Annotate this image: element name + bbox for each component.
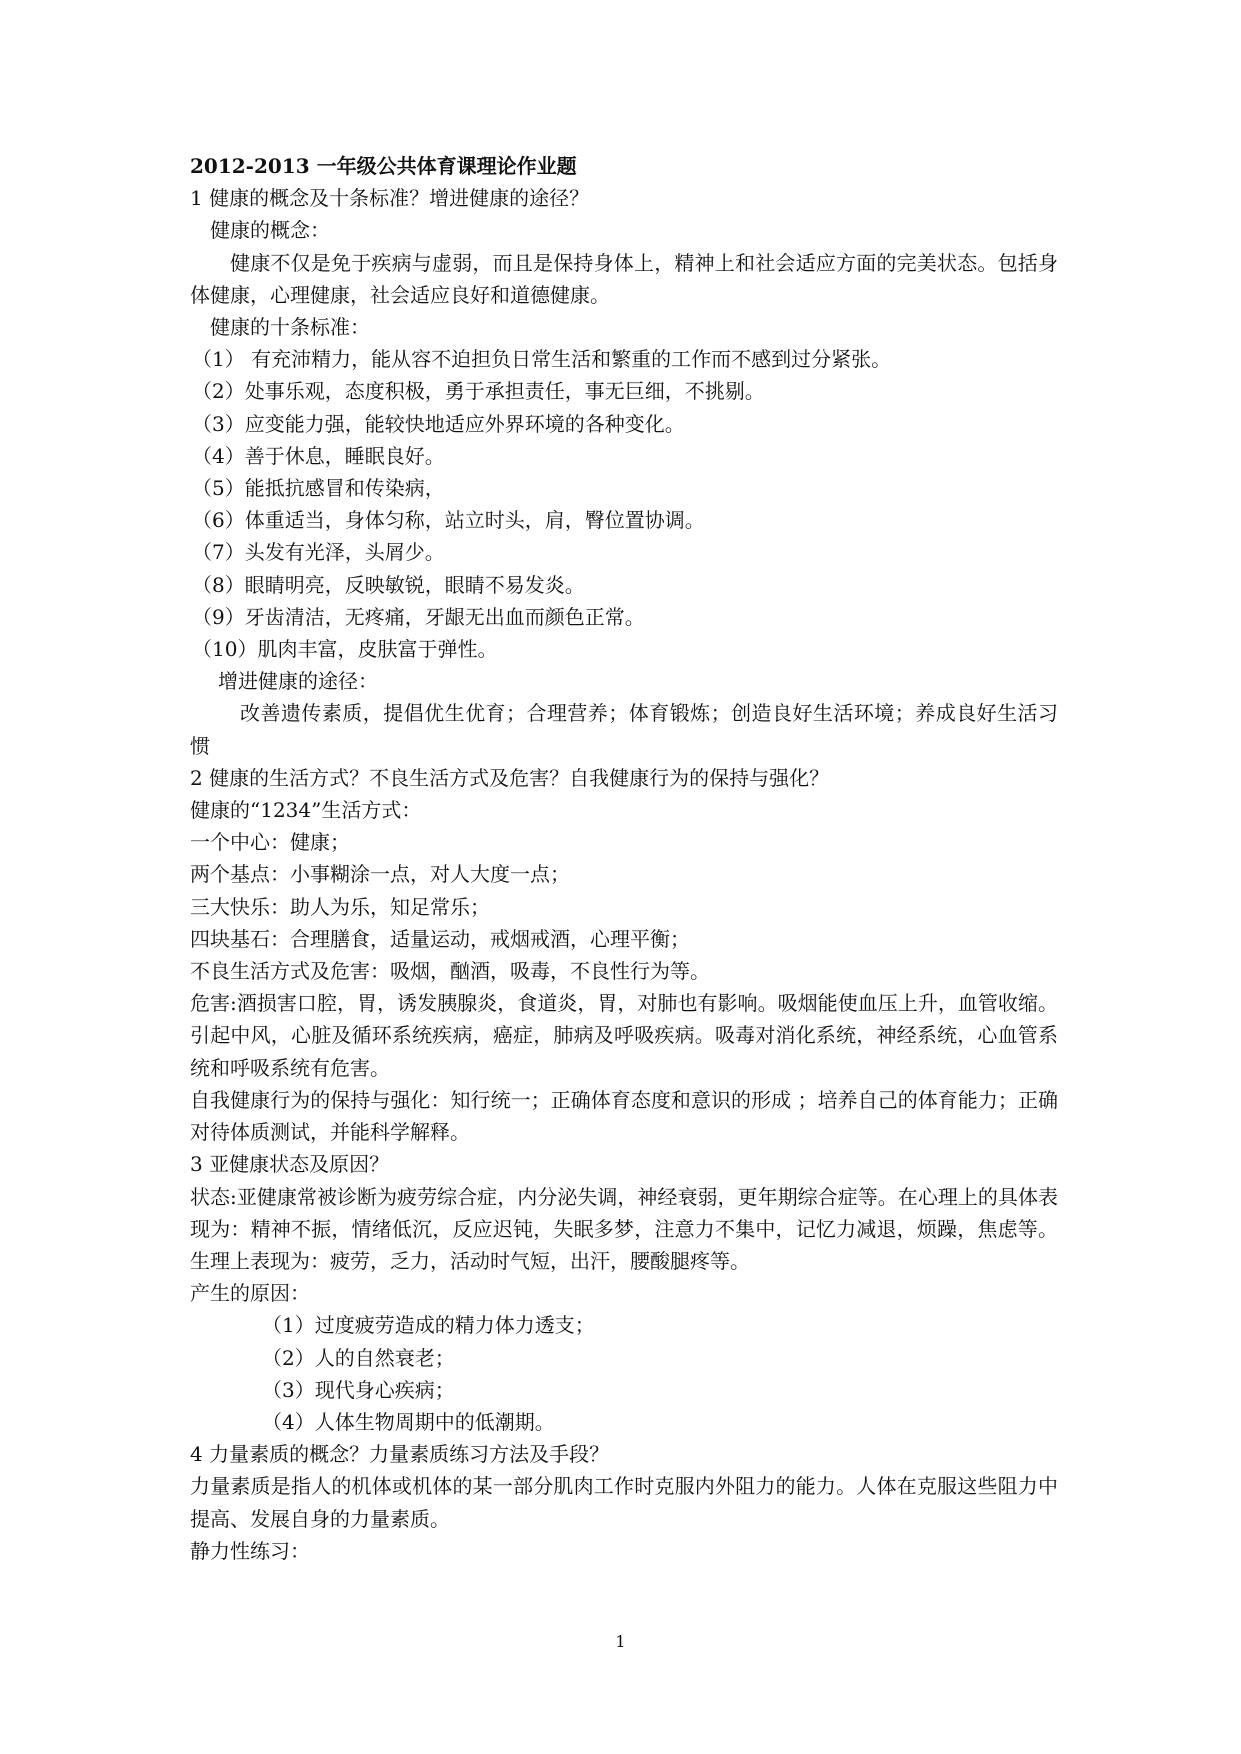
- harm-paragraph: 危害:酒损害口腔，胃，诱发胰腺炎，食道炎，胃，对肺也有影响。吸烟能使血压上升，血管收缩。引起中风，心脏及循环系统疾病，癌症，肺病及呼吸疾病。吸毒对消化系统，神经系统，心血管系统和呼吸系统有危害。: [190, 991, 1058, 1080]
- standard-item: （3）应变能力强，能较快地适应外界环境的各种变化。: [192, 411, 685, 436]
- static-practice-heading: 静力性练习：: [190, 1538, 310, 1563]
- strength-concept-paragraph: 力量素质是指人的机体或机体的某一部分肌肉工作时克服内外阻力的能力。人体在克服这些阻力中提高、发展自身的力量素质。: [190, 1474, 1058, 1531]
- question-3: 3 亚健康状态及原因？: [190, 1152, 390, 1177]
- standard-item: （7）头发有光泽，头屑少。: [192, 540, 445, 565]
- cause-item: （4）人体生物周期中的低潮期。: [262, 1409, 555, 1434]
- cause-item: （3）现代身心疾病；: [262, 1377, 455, 1402]
- standards-heading: 健康的十条标准：: [210, 315, 370, 340]
- standard-item: （10）肌肉丰富，皮肤富于弹性。: [192, 637, 498, 662]
- concept-paragraph: 健康不仅是免于疾病与虚弱，而且是保持身体上，精神上和社会适应方面的完美状态。包括身体健康，心理健康，社会适应良好和道德健康。: [190, 250, 1058, 307]
- ways-paragraph: 改善遗传素质，提倡优生优育；合理营养；体育锻炼；创造良好生活环境；养成良好生活习惯: [190, 701, 1058, 758]
- lifestyle-line: 三大快乐：助人为乐，知足常乐；: [190, 894, 490, 919]
- standard-item: （9）牙齿清洁，无疼痛，牙龈无出血而颜色正常。: [192, 604, 645, 629]
- document-title: 2012-2013 一年级公共体育课理论作业题: [190, 154, 577, 178]
- lifestyle-line: 不良生活方式及危害：吸烟，酗酒，吸毒，不良性行为等。: [190, 959, 710, 984]
- standard-item: （6）体重适当，身体匀称，站立时头，肩，臀位置协调。: [192, 508, 705, 533]
- cause-item: （1）过度疲劳造成的精力体力透支；: [262, 1313, 595, 1338]
- standard-item: （1） 有充沛精力，能从容不迫担负日常生活和繁重的工作而不感到过分紧张。: [192, 347, 892, 372]
- page-number: 1: [615, 1632, 626, 1651]
- question-4: 4 力量素质的概念？力量素质练习方法及手段？: [190, 1442, 610, 1467]
- concept-heading: 健康的概念：: [210, 218, 330, 243]
- ways-heading: 增进健康的途径：: [218, 669, 378, 694]
- cause-item: （2）人的自然衰老；: [262, 1345, 455, 1370]
- document-body: [190, 150, 1058, 1567]
- lifestyle-line: 四块基石：合理膳食，适量运动，戒烟戒酒，心理平衡；: [190, 926, 690, 951]
- state-paragraph: 状态:亚健康常被诊断为疲劳综合症，内分泌失调，神经衰弱，更年期综合症等。在心理上的具体表现为：精神不振，情绪低沉，反应迟钝，失眠多梦，注意力不集中，记忆力减退，烦躁，焦虑等。生理上表现为：疲劳，乏力，活动时气短，出汗，腰酸腿疼等。: [190, 1184, 1058, 1273]
- standard-item: （8）眼睛明亮，反映敏锐，眼睛不易发炎。: [192, 572, 585, 597]
- lifestyle-line: 两个基点：小事糊涂一点，对人大度一点；: [190, 862, 570, 887]
- question-1: 1 健康的概念及十条标准？增进健康的途径？: [190, 186, 590, 211]
- standard-item: （2）处事乐观，态度积极，勇于承担责任，事无巨细，不挑剔。: [192, 379, 765, 404]
- behavior-paragraph: 自我健康行为的保持与强化：知行统一；正确体育态度和意识的形成 ；培养自己的体育能力；正确对待体质测试，并能科学解释。: [190, 1087, 1058, 1145]
- standard-item: （5）能抵抗感冒和传染病，: [192, 476, 445, 501]
- lifestyle-line: 一个中心：健康；: [190, 830, 350, 855]
- lifestyle-line: 健康的“1234”生活方式：: [190, 798, 422, 823]
- causes-heading: 产生的原因：: [190, 1281, 310, 1306]
- standard-item: （4）善于休息，睡眠良好。: [192, 443, 445, 468]
- question-2: 2 健康的生活方式？不良生活方式及危害？自我健康行为的保持与强化？: [190, 765, 830, 790]
